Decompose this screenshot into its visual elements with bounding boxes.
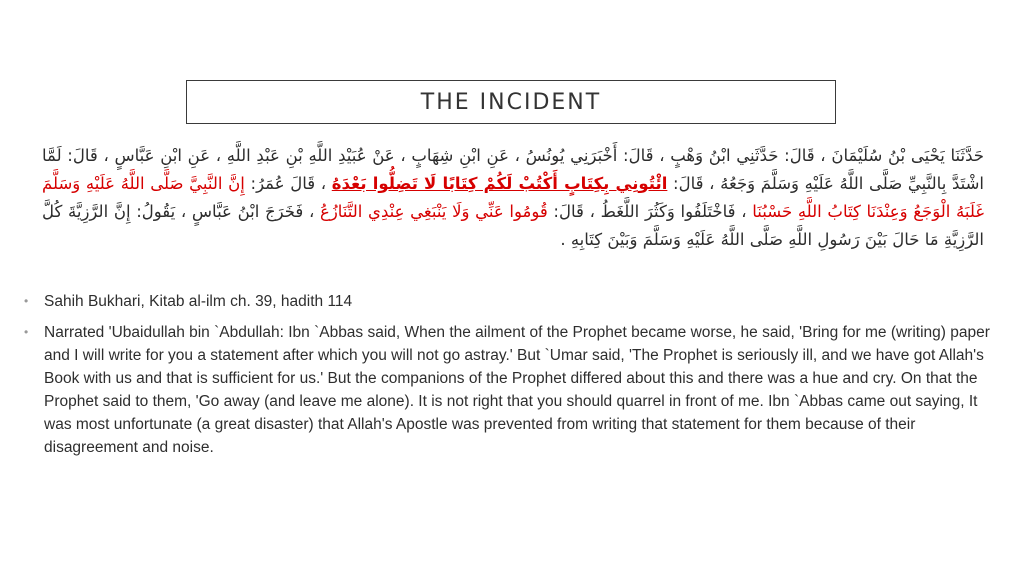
title-box — [186, 80, 836, 124]
english-bullet-list — [24, 290, 994, 459]
arabic-segment-1: حَدَّثَنَا يَحْيَى بْنُ سُلَيْمَانَ ، قَالَ: حَدَّثَنِي ابْنُ وَهْبٍ ، قَالَ: أَخْبَرَنِي يُونُسُ ، عَنِ ابْنِ شِهَابٍ ، عَنْ عُبَيْدِ اللَّهِ بْنِ عَبْدِ اللَّهِ ، عَنِ ابْنِ عَبَّاسٍ ، قَالَ: لَمَّا اشْتَدَّ بِالنَّبِيِّ صَلَّى اللَّهُ عَلَيْهِ وَسَلَّمَ وَجَعُهُ ، قَالَ: — [42, 146, 984, 193]
arabic-segment-2: ، قَالَ عُمَرُ: — [244, 174, 332, 193]
narration-text: Narrated 'Ubaidullah bin `Abdullah: Ibn `Abbas said, When the ailment of the Prophet became worse, he said, 'Bring for me (writing) paper and I will write for you a statement after which you will not go astray.' But `Umar said, 'The Prophet is seriously ill, and we have got Allah's Book with us and that is sufficient for us.' But the companions of the Prophet differed about this and there was a hue and cry. On that the Prophet said to them, 'Go away (and leave me alone). It is not right that you should quarrel in front of me. Ibn `Abbas came out saying, It was most unfortunate (a great disaster) that Allah's Apostle was prevented from writing that statement for them because of their disagreement and noise. — [44, 324, 990, 456]
arabic-segment-3: ، فَاخْتَلَفُوا وَكَثُرَ اللَّغَطُ ، قَالَ: — [547, 202, 753, 221]
arabic-highlight-umar-statement: إِنَّ النَّبِيَّ صَلَّى اللَّهُ عَلَيْهِ وَسَلَّمَ غَلَبَهُ الْوَجَعُ وَعِنْدَنَا كِتَابُ اللَّهِ حَسْبُنَا — [42, 174, 984, 221]
arabic-highlight-bring-writing: ائْتُونِي بِكِتَابٍ أَكْتُبْ لَكُمْ كِتَابًا لَا تَضِلُّوا بَعْدَهُ — [331, 174, 668, 193]
bullet-narration — [24, 321, 994, 459]
reference-text: Sahih Bukhari, Kitab al-ilm ch. 39, hadith 114 — [44, 293, 353, 310]
page-title: THE INCIDENT — [420, 89, 602, 115]
arabic-segment-4: ، فَخَرَجَ ابْنُ عَبَّاسٍ ، يَقُولُ: إِنَّ الرَّزِيَّةَ كُلَّ الرَّزِيَّةِ مَا حَالَ بَيْنَ رَسُولِ اللَّهِ صَلَّى اللَّهُ عَلَيْهِ وَسَلَّمَ وَبَيْنَ كِتَابِهِ . — [42, 202, 984, 249]
bullet-reference — [24, 290, 994, 313]
arabic-highlight-go-away: قُومُوا عَنِّي وَلَا يَنْبَغِي عِنْدِي التَّنَازُعُ — [319, 202, 548, 221]
bullet-dot-icon: • — [24, 294, 29, 308]
arabic-hadith-text — [42, 142, 984, 254]
bullet-dot-icon: • — [24, 325, 29, 339]
